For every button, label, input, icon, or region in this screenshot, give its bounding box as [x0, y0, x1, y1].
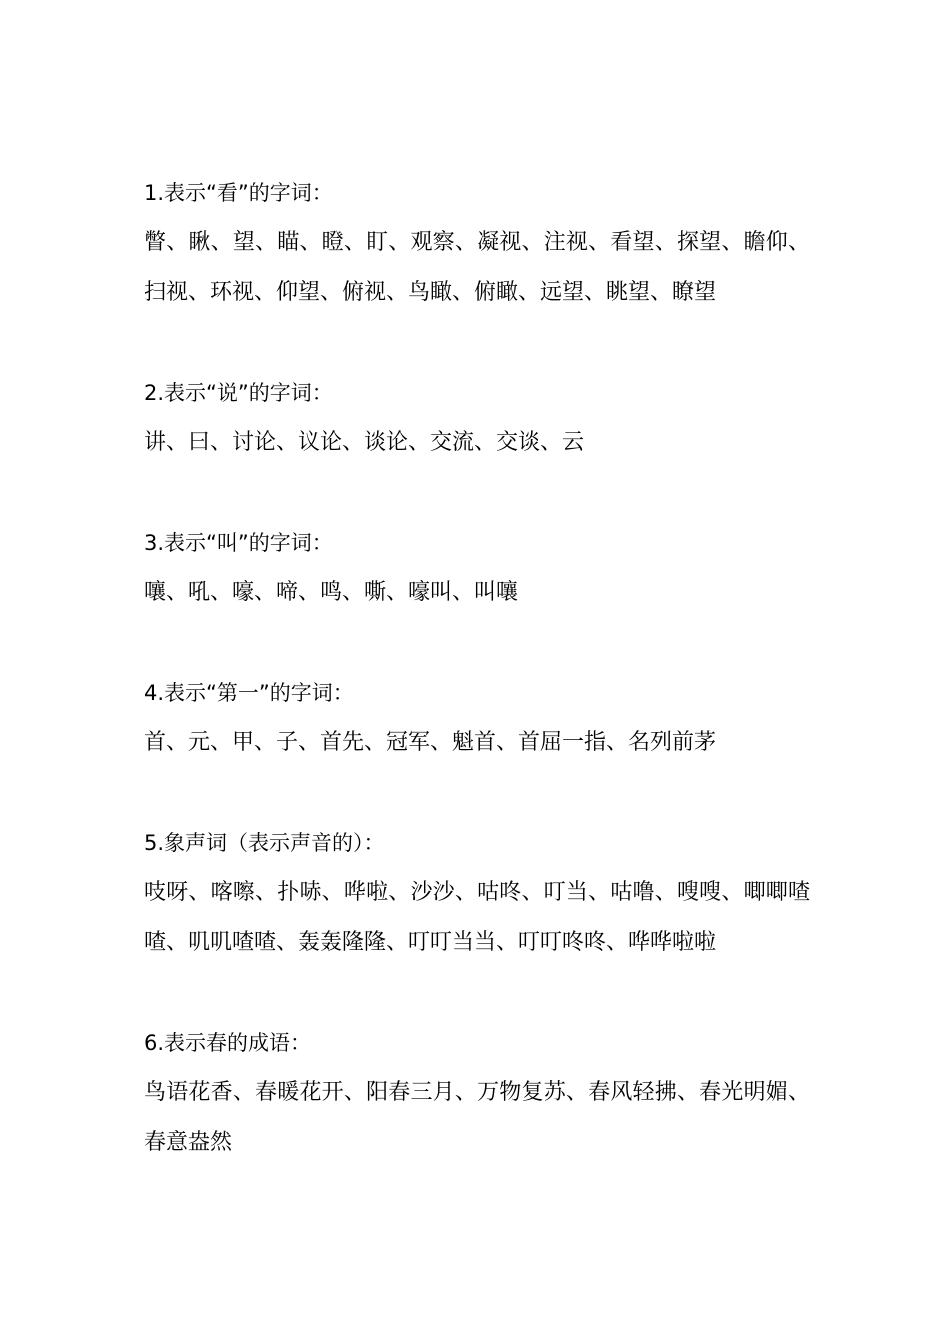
section-words: 瞥、瞅、望、瞄、瞪、盯、观察、凝视、注视、看望、探望、瞻仰、扫视、环视、仰望、俯视、鸟瞰、俯瞰、远望、眺望、瞭望 — [144, 230, 810, 305]
section-call-words — [144, 518, 810, 618]
section-words: 嚷、吼、嚎、啼、鸣、嘶、嚎叫、叫嚷 — [144, 580, 519, 605]
section-heading: 2.表示“说”的字词： — [144, 381, 333, 405]
section-heading: 6.表示春的成语： — [144, 1031, 312, 1055]
section-heading: 4.表示“第一”的字词： — [144, 681, 354, 705]
section-heading: 1.表示“看”的字词： — [144, 181, 333, 205]
section-onomatopoeia — [144, 818, 810, 968]
section-spring-idioms — [144, 1018, 810, 1168]
section-words: 吱呀、喀嚓、扑哧、哗啦、沙沙、咕咚、叮当、咕噜、嗖嗖、唧唧喳喳、叽叽喳喳、轰轰隆隆、叮叮当当、叮叮咚咚、哗哗啦啦 — [144, 880, 810, 955]
section-words: 讲、曰、讨论、议论、谈论、交流、交谈、云 — [144, 430, 585, 455]
section-look-words — [144, 168, 810, 318]
section-heading: 5.象声词（表示声音的）： — [144, 831, 385, 855]
section-words: 首、元、甲、子、首先、冠军、魁首、首屈一指、名列前茅 — [144, 730, 717, 755]
section-heading: 3.表示“叫”的字词： — [144, 531, 333, 555]
section-first-words — [144, 668, 810, 768]
section-words: 鸟语花香、春暖花开、阳春三月、万物复苏、春风轻拂、春光明媚、春意盎然 — [144, 1080, 810, 1155]
section-say-words — [144, 368, 810, 468]
word-list-content — [144, 168, 810, 1168]
